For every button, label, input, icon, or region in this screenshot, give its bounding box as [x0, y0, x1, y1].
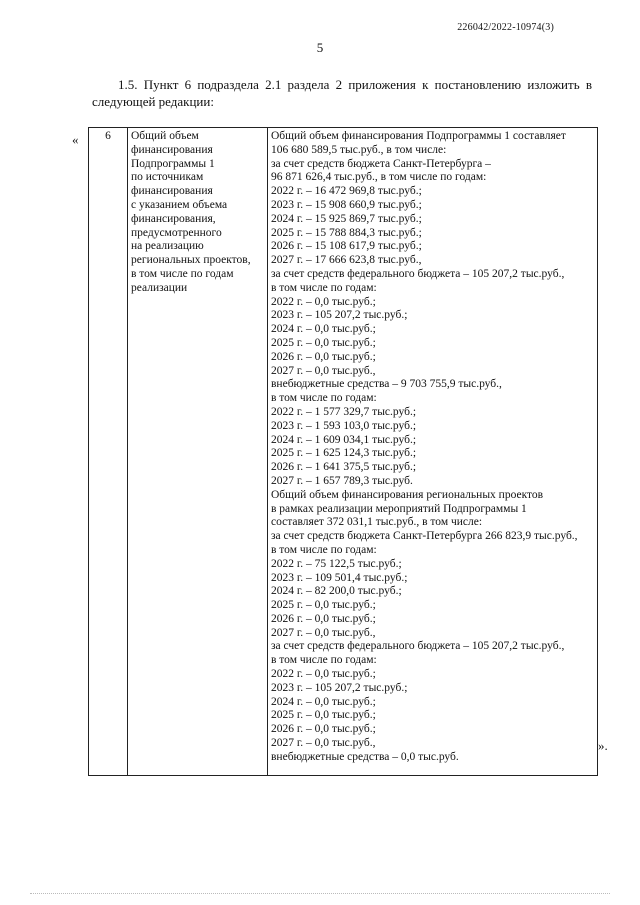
indicator-value-lines — [271, 130, 597, 765]
indicator-value-line: 2027 г. – 1 657 789,3 тыс.руб. — [271, 474, 413, 487]
indicator-value-line: 2026 г. – 0,0 тыс.руб.; — [271, 612, 376, 625]
bottom-scan-line — [30, 893, 610, 894]
indicator-name-line: финансирования — [131, 143, 213, 156]
indicator-name-line: реализации — [131, 281, 188, 294]
indicator-value-line: 2026 г. – 0,0 тыс.руб.; — [271, 350, 376, 363]
closing-quote: ». — [598, 738, 608, 753]
indicator-value-line: 106 680 589,5 тыс.руб., в том числе: — [271, 143, 447, 156]
indicator-name-line: по источникам — [131, 171, 204, 184]
indicator-name-line: с указанием объема — [131, 198, 228, 211]
indicator-value-line: 2024 г. – 1 609 034,1 тыс.руб.; — [271, 433, 417, 446]
indicator-value-line: 2022 г. – 75 122,5 тыс.руб.; — [271, 557, 402, 570]
indicator-value-line: 2025 г. – 0,0 тыс.руб.; — [271, 599, 376, 612]
indicator-value-line: 2025 г. – 1 625 124,3 тыс.руб.; — [271, 447, 417, 460]
document-id: 226042/2022-10974(3) — [457, 22, 554, 33]
indicator-name-lines — [131, 130, 267, 296]
indicator-value-line: 2023 г. – 15 908 660,9 тыс.руб.; — [271, 198, 422, 211]
indicator-value-line: за счет средств бюджета Санкт-Петербурга 266 823,9 тыс.руб., — [271, 530, 578, 543]
indicator-value-line: в том числе по годам: — [271, 654, 377, 667]
indicator-value-line: 2024 г. – 15 925 869,7 тыс.руб.; — [271, 212, 422, 225]
page-number: 5 — [316, 40, 324, 55]
indicator-name-line: Подпрограммы 1 — [131, 157, 215, 170]
indicator-name-line: региональных проектов, — [131, 254, 251, 267]
indicator-value-line: в том числе по годам: — [271, 392, 377, 405]
amendment-intro-paragraph: 1.5. Пункт 6 подраздела 2.1 раздела 2 приложения к постановлению изложить в следующей редакции: — [92, 77, 592, 109]
indicator-value-line: внебюджетные средства – 9 703 755,9 тыс.руб., — [271, 378, 502, 391]
indicator-value-line: 2027 г. – 0,0 тыс.руб., — [271, 626, 376, 639]
indicator-value-line: за счет средств федерального бюджета – 105 207,2 тыс.руб., — [271, 640, 565, 653]
indicator-name-line: в том числе по годам — [131, 267, 234, 280]
indicator-value-line: 2025 г. – 0,0 тыс.руб.; — [271, 336, 376, 349]
indicator-value-line: 2025 г. – 15 788 884,3 тыс.руб.; — [271, 226, 422, 239]
indicator-value-cell — [268, 128, 598, 776]
indicator-name-line: финансирования, — [131, 212, 216, 225]
indicator-value-line: за счет средств федерального бюджета – 105 207,2 тыс.руб., — [271, 267, 565, 280]
financing-table — [88, 127, 598, 776]
indicator-name-line: финансирования — [131, 185, 213, 198]
indicator-value-line: 2022 г. – 1 577 329,7 тыс.руб.; — [271, 405, 417, 418]
row-number-cell: 6 — [89, 128, 128, 776]
indicator-value-line: 2026 г. – 1 641 375,5 тыс.руб.; — [271, 461, 417, 474]
indicator-value-line: 2023 г. – 1 593 103,0 тыс.руб.; — [271, 419, 417, 432]
indicator-value-line: 2022 г. – 0,0 тыс.руб.; — [271, 668, 376, 681]
indicator-value-line: 2024 г. – 82 200,0 тыс.руб.; — [271, 585, 402, 598]
indicator-value-line: за счет средств бюджета Санкт-Петербурга – — [271, 157, 491, 170]
indicator-name-line: предусмотренного — [131, 226, 222, 239]
indicator-value-line: 2027 г. – 17 666 623,8 тыс.руб., — [271, 254, 422, 267]
indicator-value-line: в том числе по годам: — [271, 281, 377, 294]
indicator-value-line: Общий объем финансирования Подпрограммы 1 составляет — [271, 130, 566, 142]
indicator-value-line: составляет 372 031,1 тыс.руб., в том числе: — [271, 516, 483, 529]
indicator-value-line: 2022 г. – 16 472 969,8 тыс.руб.; — [271, 185, 422, 198]
indicator-value-line: 2023 г. – 105 207,2 тыс.руб.; — [271, 681, 408, 694]
opening-quote: « — [72, 132, 79, 147]
indicator-value-line: 2025 г. – 0,0 тыс.руб.; — [271, 709, 376, 722]
indicator-value-line: 2024 г. – 0,0 тыс.руб.; — [271, 323, 376, 336]
indicator-name-line: Общий объем — [131, 130, 199, 142]
indicator-value-line: внебюджетные средства – 0,0 тыс.руб. — [271, 750, 459, 763]
indicator-value-line: 96 871 626,4 тыс.руб., в том числе по годам: — [271, 171, 487, 184]
indicator-value-line: 2027 г. – 0,0 тыс.руб., — [271, 737, 376, 750]
indicator-value-line: 2022 г. – 0,0 тыс.руб.; — [271, 295, 376, 308]
indicator-value-line: Общий объем финансирования региональных проектов — [271, 488, 544, 501]
indicator-value-line: 2026 г. – 15 108 617,9 тыс.руб.; — [271, 240, 422, 253]
indicator-value-line: 2023 г. – 109 501,4 тыс.руб.; — [271, 571, 408, 584]
table-row — [89, 128, 598, 776]
indicator-value-line: в рамках реализации мероприятий Подпрограммы 1 — [271, 502, 527, 515]
indicator-value-line: 2027 г. – 0,0 тыс.руб., — [271, 364, 376, 377]
indicator-value-line: в том числе по годам: — [271, 543, 377, 556]
indicator-name-cell — [128, 128, 268, 776]
indicator-value-line: 2023 г. – 105 207,2 тыс.руб.; — [271, 309, 408, 322]
indicator-value-line: 2026 г. – 0,0 тыс.руб.; — [271, 723, 376, 736]
indicator-name-line: на реализацию — [131, 240, 204, 253]
indicator-value-line: 2024 г. – 0,0 тыс.руб.; — [271, 695, 376, 708]
